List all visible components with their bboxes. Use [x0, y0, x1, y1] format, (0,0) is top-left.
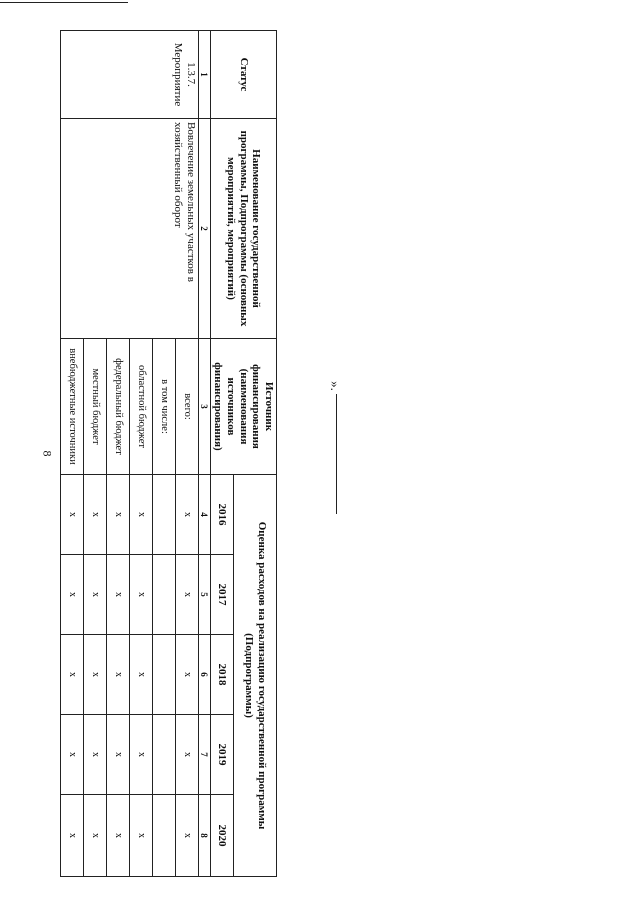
value-cell: х — [129, 635, 152, 715]
column-number: 3 — [198, 339, 210, 475]
source-label: местный бюджет — [83, 339, 106, 475]
value-cell: х — [175, 475, 198, 555]
value-cell: х — [106, 635, 129, 715]
value-cell: х — [175, 715, 198, 795]
value-cell: х — [83, 715, 106, 795]
value-cell: х — [129, 715, 152, 795]
header-status: Статус — [210, 31, 276, 119]
status-cell — [60, 31, 198, 119]
value-cell: х — [106, 715, 129, 795]
value-cell: х — [83, 635, 106, 715]
source-label: всего: — [175, 339, 198, 475]
column-number: 7 — [198, 715, 210, 795]
value-cell: х — [106, 475, 129, 555]
column-number: 8 — [198, 795, 210, 877]
activity-name: Вовлечение земельных участков в хозяйственный оборот — [60, 119, 198, 339]
value-cell: х — [106, 555, 129, 635]
value-cell: х — [129, 475, 152, 555]
value-cell: х — [60, 635, 83, 715]
value-cell: х — [129, 795, 152, 877]
value-cell: х — [175, 795, 198, 877]
value-cell: х — [60, 715, 83, 795]
column-number: 4 — [198, 475, 210, 555]
closing-quote: ». — [327, 381, 343, 391]
value-cell — [152, 555, 175, 635]
value-cell — [152, 475, 175, 555]
closing-line — [336, 394, 337, 514]
source-label: федеральный бюджет — [106, 339, 129, 475]
page-number: 8 — [40, 450, 55, 457]
value-cell: х — [60, 795, 83, 877]
budget-table — [66, 30, 277, 876]
value-cell: х — [60, 475, 83, 555]
header-name: Наименование государственной программы, Подпрограммы (основных мероприятий, мероприятий) — [210, 119, 276, 339]
value-cell: х — [129, 555, 152, 635]
column-number: 1 — [198, 31, 210, 119]
header-estimate: Оценка расходов на реализацию государственной программы (Подпрограммы) — [234, 475, 277, 877]
closing-mark — [327, 378, 344, 518]
source-label: областной бюджет — [129, 339, 152, 475]
header-year: 2019 — [210, 715, 234, 795]
header-year: 2017 — [210, 555, 234, 635]
header-year: 2016 — [210, 475, 234, 555]
header-source: Источник финансирования (наименования источников финансирования) — [210, 339, 276, 475]
value-cell: х — [83, 475, 106, 555]
value-cell: х — [175, 555, 198, 635]
column-number: 2 — [198, 119, 210, 339]
header-year: 2018 — [210, 635, 234, 715]
activity-code: 1.3.7. — [184, 62, 197, 87]
column-number: 6 — [198, 635, 210, 715]
value-cell: х — [175, 635, 198, 715]
header-year: 2020 — [210, 795, 234, 877]
value-cell: х — [83, 795, 106, 877]
value-cell — [152, 635, 175, 715]
value-cell: х — [60, 555, 83, 635]
column-number: 5 — [198, 555, 210, 635]
value-cell — [152, 795, 175, 877]
source-label: в том числе: — [152, 339, 175, 475]
value-cell: х — [83, 555, 106, 635]
corner-rule — [0, 2, 128, 3]
source-label: внебюджетные источники — [60, 339, 83, 475]
value-cell — [152, 715, 175, 795]
activity-status: Мероприятие — [172, 42, 185, 107]
value-cell: х — [106, 795, 129, 877]
